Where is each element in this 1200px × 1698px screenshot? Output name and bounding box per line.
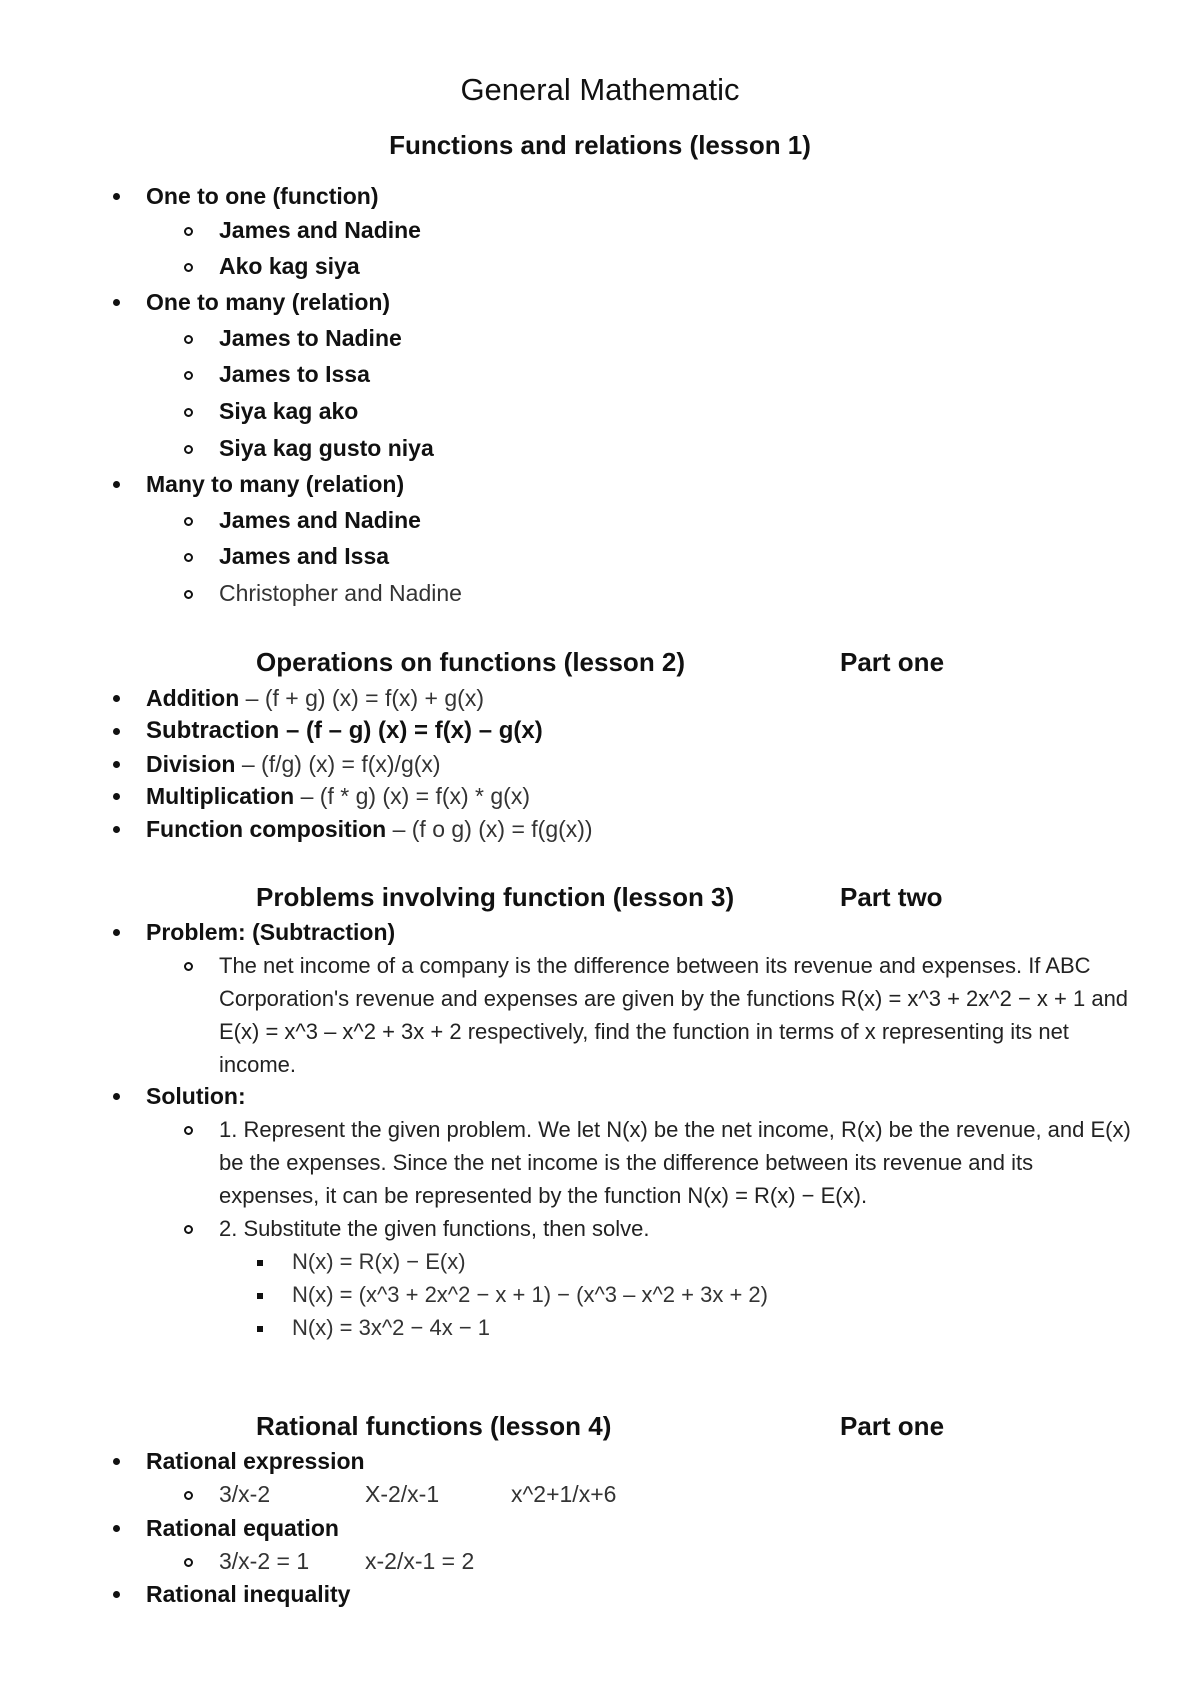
lesson1-group-one-to-one: One to one (function)	[146, 180, 379, 212]
operation-subtraction	[146, 715, 543, 747]
equation-line: N(x) = (x^3 + 2x^2 − x + 1) − (x^3 – x^2 + 3x + 2)	[292, 1279, 768, 1311]
list-item: James and Nadine	[219, 214, 421, 246]
expression-example: x^2+1/x+6	[511, 1481, 617, 1507]
lesson1-heading: Functions and relations (lesson 1)	[389, 130, 811, 160]
lesson1-group-many-to-many: Many to many (relation)	[146, 468, 404, 500]
rational-expression-label: Rational expression	[146, 1445, 365, 1477]
equation-line: N(x) = 3x^2 − 4x − 1	[292, 1312, 490, 1344]
operation-formula: – (f + g) (x) = f(x) + g(x)	[239, 685, 484, 711]
operation-formula: – (f/g) (x) = f(x)/g(x)	[235, 751, 441, 777]
rational-expression-examples	[219, 1478, 616, 1510]
rational-equation-label: Rational equation	[146, 1512, 339, 1544]
rational-inequality-label: Rational inequality	[146, 1578, 350, 1610]
operation-formula: – (f o g) (x) = f(g(x))	[386, 816, 593, 842]
solution-step-1: 1. Represent the given problem. We let N(x) be the net income, R(x) be the revenue, and E(x) be the expenses. Since the net income is the difference between its revenue and its expenses, it can be represented by the function N(x) = R(x) − E(x).	[219, 1113, 1139, 1212]
list-item: Siya kag ako	[219, 395, 358, 427]
operation-multiplication	[146, 780, 530, 812]
operation-name: Division	[146, 751, 236, 777]
operation-formula: – (f – g) (x) = f(x) – g(x)	[279, 717, 543, 744]
operation-name: Addition	[146, 685, 240, 711]
expression-example: 3/x-2	[219, 1481, 271, 1507]
lesson1-group-one-to-many: One to many (relation)	[146, 286, 390, 318]
equation-line: N(x) = R(x) − E(x)	[292, 1246, 466, 1278]
operation-name: Multiplication	[146, 783, 295, 809]
lesson2-part-label: Part one	[840, 647, 945, 677]
expression-example: X-2/x-1	[365, 1481, 440, 1507]
lesson2-heading: Operations on functions (lesson 2)	[256, 647, 686, 677]
list-item: Ako kag siya	[219, 250, 360, 282]
list-item: James and Issa	[219, 540, 389, 572]
equation-example: x-2/x-1 = 2	[365, 1548, 475, 1574]
list-item: James to Issa	[219, 358, 370, 390]
list-item: James and Nadine	[219, 504, 421, 536]
rational-equation-examples	[219, 1545, 474, 1577]
operation-formula: – (f * g) (x) = f(x) * g(x)	[294, 783, 530, 809]
lesson3-part-label: Part two	[840, 882, 943, 912]
problem-label: Problem: (Subtraction)	[146, 916, 395, 948]
operation-division	[146, 748, 441, 780]
operation-name: Function composition	[146, 816, 387, 842]
operation-composition	[146, 813, 593, 845]
equation-example: 3/x-2 = 1	[219, 1548, 310, 1574]
lesson4-part-label: Part one	[840, 1411, 945, 1441]
lesson3-heading: Problems involving function (lesson 3)	[256, 882, 735, 912]
operation-name: Subtraction	[146, 717, 280, 744]
list-item: James to Nadine	[219, 322, 402, 354]
lesson4-heading: Rational functions (lesson 4)	[256, 1411, 612, 1441]
document-title: General Mathematic	[460, 72, 740, 107]
solution-label: Solution:	[146, 1080, 246, 1112]
list-item: Siya kag gusto niya	[219, 432, 434, 464]
solution-step-2: 2. Substitute the given functions, then solve.	[219, 1212, 1139, 1245]
operation-addition	[146, 682, 484, 714]
list-item: Christopher and Nadine	[219, 577, 462, 609]
problem-text: The net income of a company is the difference between its revenue and expenses. If ABC Corporation's revenue and expenses are given by the functions R(x) = x^3 + 2x^2 − x + 1 and E(x) = x^3 – x^2 + 3x + 2 respectively, find the function in terms of x representing its net income.	[219, 949, 1139, 1081]
